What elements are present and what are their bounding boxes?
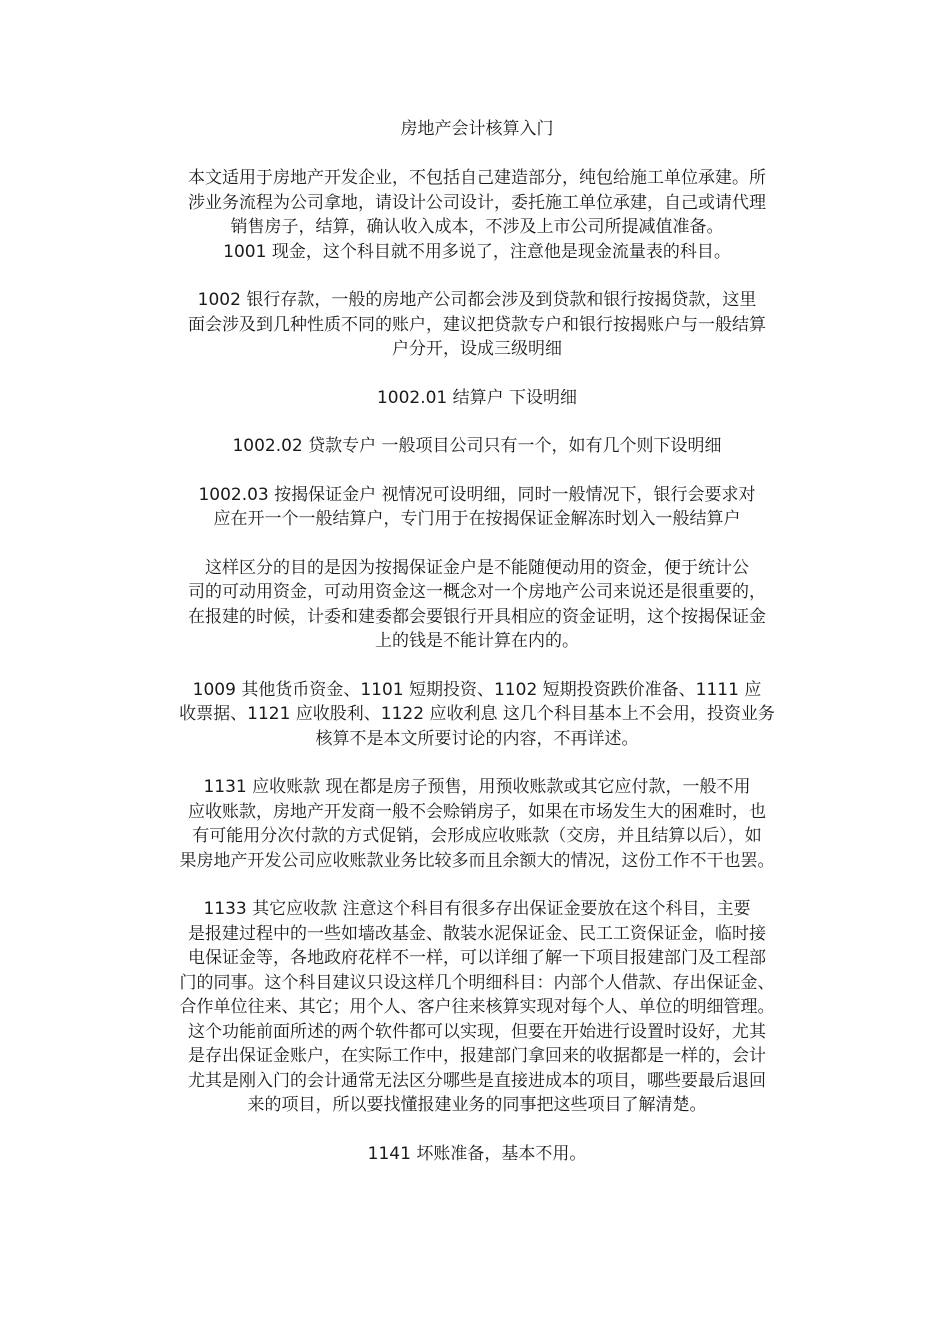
paragraph-purpose [148, 556, 806, 654]
text-line: 收票据、1121 应收股利、1122 应收利息 这几个科目基本上不会用，投资业务 [179, 704, 775, 724]
text-line: 1001 现金，这个科目就不用多说了，注意他是现金流量表的科目。 [223, 241, 731, 262]
paragraph-1002 [148, 288, 806, 362]
text-line: 司的可动用资金，可动用资金这一概念对一个房地产公司来说还是很重要的， [188, 582, 766, 602]
text-line: 上的钱是不能计算在内的。 [375, 631, 579, 651]
document-body [148, 116, 806, 1166]
text-line: 涉业务流程为公司拿地，请设计公司设计，委托施工单位承建，自己或请代理 [188, 192, 766, 213]
paragraph-gap [148, 1118, 806, 1142]
text-line: 1133 其它应收款 注意这个科目有很多存出保证金要放在这个科目，主要 [203, 899, 751, 919]
text-line: 是报建过程中的一些如墙改基金、散装水泥保证金、民工工资保证金，临时接 [188, 923, 766, 944]
text-line: 合作单位往来、其它；用个人、客户往来核算实现对每个人、单位的明细管理。 [179, 997, 775, 1017]
text-line: 这样区分的目的是因为按揭保证金户是不能随便动用的资金，便于统计公 [205, 557, 749, 578]
paragraph-1002-02 [148, 434, 806, 459]
text-line: 1131 应收账款 现在都是房子预售，用预收账款或其它应付款，一般不用 [203, 777, 751, 797]
paragraph-1141 [148, 1142, 806, 1167]
text-line: 在报建的时候，计委和建委都会要银行开具相应的资金证明，这个按揭保证金 [188, 606, 766, 627]
paragraph-gap [148, 264, 806, 288]
paragraph-1131 [148, 775, 806, 873]
text-line: 1002.02 贷款专户 一般项目公司只有一个，如有几个则下设明细 [232, 436, 722, 456]
text-line: 1002.03 按揭保证金户 视情况可设明细，同时一般情况下，银行会要求对 [198, 484, 756, 505]
document-title: 房地产会计核算入门 [400, 119, 554, 139]
text-line: 1141 坏账准备，基本不用。 [367, 1143, 587, 1164]
text-line: 来的项目，所以要找懂报建业务的同事把这些项目了解清楚。 [247, 1095, 707, 1115]
text-line: 门的同事。这个科目建议只设这样几个明细科目：内部个人借款、存出保证金、 [179, 972, 775, 993]
text-line: 面会涉及到几种性质不同的账户，建议把贷款专户和银行按揭账户与一般结算 [188, 314, 766, 335]
paragraph-gap [148, 532, 806, 556]
text-line: 1002.01 结算户 下设明细 [376, 387, 578, 408]
text-line: 应收账款，房地产开发商一般不会赊销房子，如果在市场发生大的困难时，也 [188, 801, 766, 822]
text-line: 是存出保证金账户，在实际工作中，报建部门拿回来的收据都是一样的，会计 [188, 1046, 766, 1066]
text-line: 1009 其他货币资金、1101 短期投资、1102 短期投资跌价准备、1111 应 [192, 679, 762, 700]
text-line: 1002 银行存款，一般的房地产公司都会涉及到贷款和银行按揭贷款，这里 [197, 290, 757, 310]
paragraph-gap [148, 410, 806, 434]
paragraph-gap [148, 751, 806, 775]
paragraph-gap [148, 362, 806, 386]
paragraph-1002-03 [148, 483, 806, 532]
text-line: 核算不是本文所要讨论的内容，不再详述。 [315, 728, 639, 749]
paragraph-gap [148, 873, 806, 897]
paragraph-1133 [148, 897, 806, 1118]
text-line: 有可能用分次付款的方式促销，会形成应收账款（交房，并且结算以后），如 [192, 826, 762, 846]
text-line: 应在开一个一般结算户，专门用于在按揭保证金解冻时划入一般结算户 [213, 509, 741, 529]
text-line: 果房地产开发公司应收账款业务比较多而且余额大的情况，这份工作不干也罢。 [179, 850, 775, 871]
text-line: 这个功能前面所述的两个软件都可以实现，但要在开始进行设置时设好，尤其 [188, 1021, 766, 1042]
text-line: 尤其是刚入门的会计通常无法区分哪些是直接进成本的项目，哪些要最后退回 [188, 1070, 766, 1091]
paragraph-1009 [148, 678, 806, 752]
text-line: 户分开，设成三级明细 [392, 339, 562, 359]
paragraph-gap [148, 654, 806, 678]
text-line: 本文适用于房地产开发企业，不包括自己建造部分，纯包给施工单位承建。所 [188, 168, 766, 188]
paragraph-gap [148, 459, 806, 483]
text-line: 销售房子，结算，确认收入成本，不涉及上市公司所提减值准备。 [230, 217, 724, 237]
paragraph-1002-01 [148, 386, 806, 411]
paragraph-intro [148, 166, 806, 264]
text-line: 电保证金等，各地政府花样不一样，可以详细了解一下项目报建部门及工程部 [188, 948, 766, 968]
